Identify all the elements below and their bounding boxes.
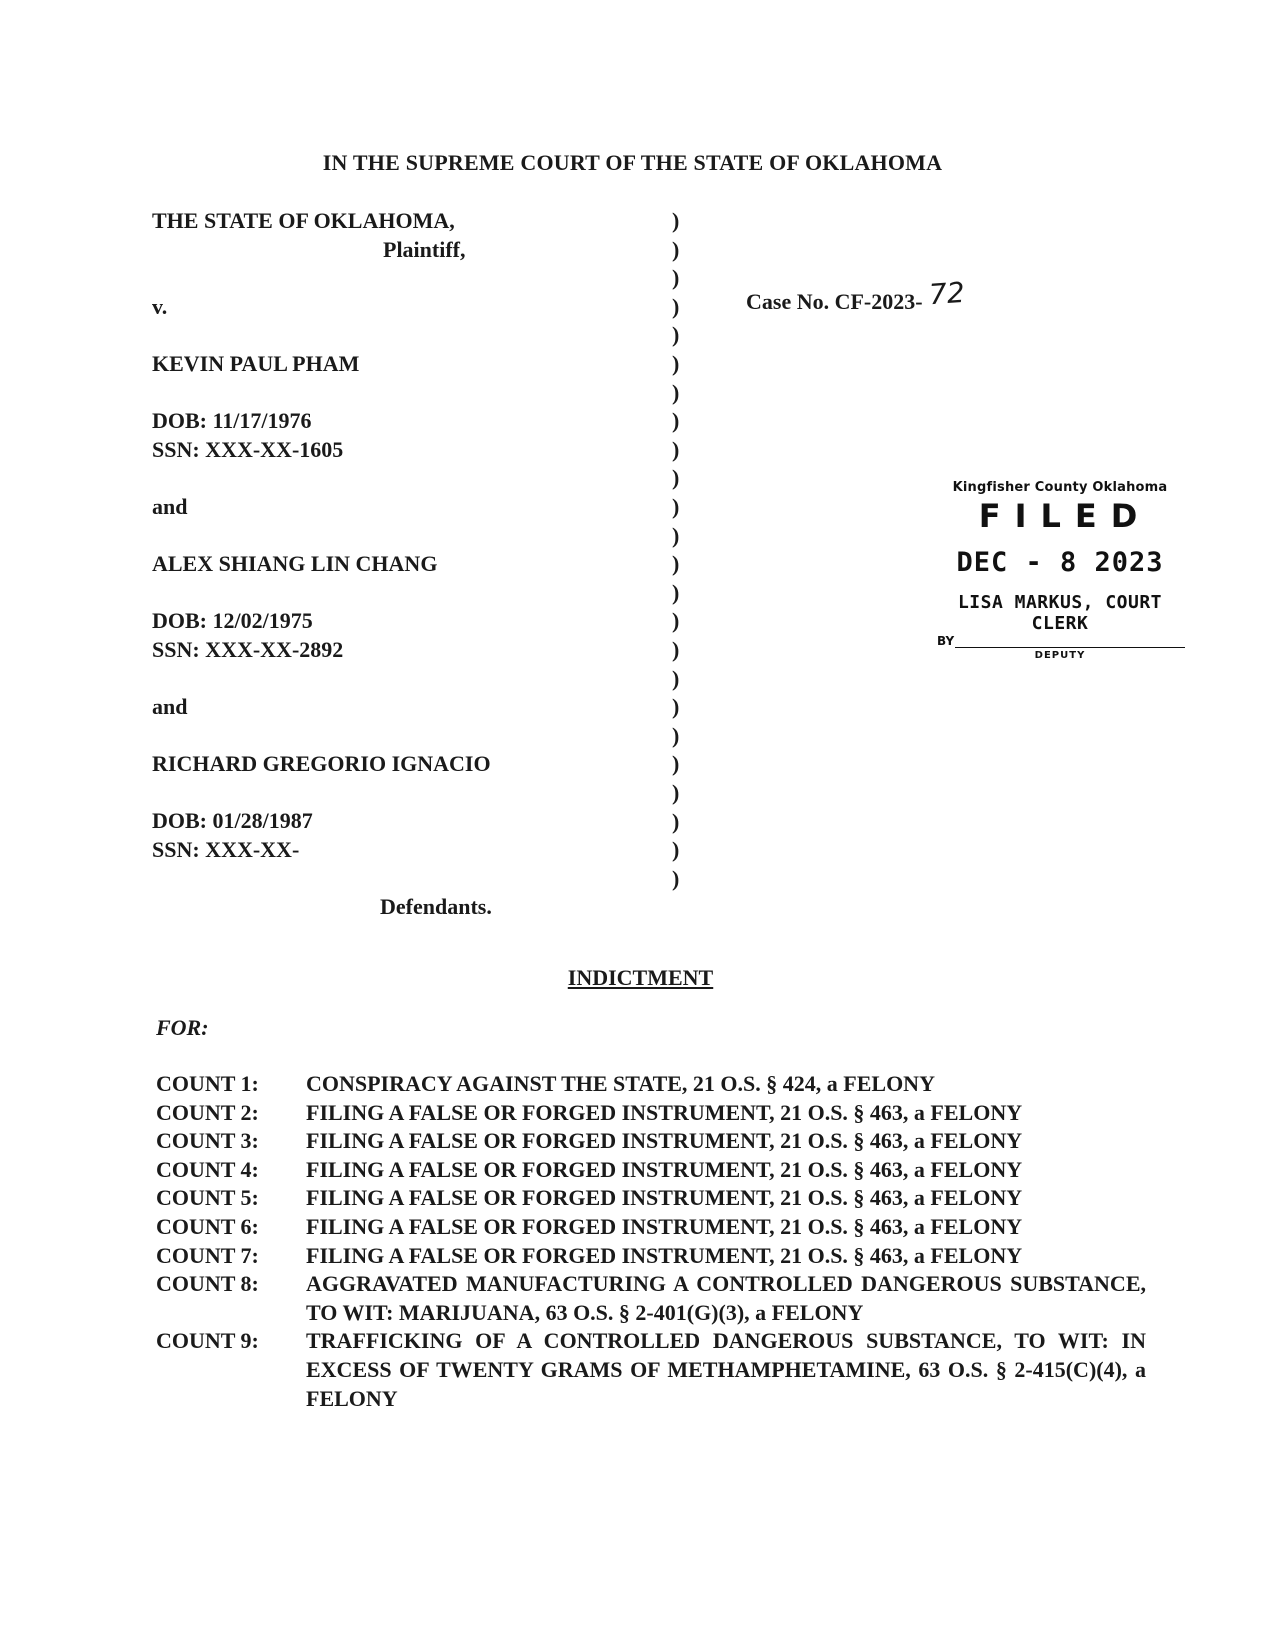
count-label: COUNT 8: (156, 1271, 259, 1297)
count-text: FILING A FALSE OR FORGED INSTRUMENT, 21 O.S. § 463, a FELONY (306, 1128, 1023, 1154)
caption-paren: ) (672, 436, 680, 462)
stamp-date: DEC - 8 2023 (956, 547, 1164, 578)
signature-line (955, 647, 1185, 648)
count-label: COUNT 4: (156, 1156, 259, 1182)
plaintiff-name: THE STATE OF OKLAHOMA, (152, 208, 455, 233)
stamp-deputy: DEPUTY (1034, 650, 1086, 661)
caption-paren: ) (672, 265, 680, 291)
caption-paren: ) (672, 608, 680, 634)
case-number (746, 275, 966, 316)
conjunction-and: and (152, 694, 188, 719)
count-label: COUNT 3: (156, 1128, 259, 1154)
caption-paren: ) (672, 637, 680, 662)
caption-paren: ) (672, 465, 680, 491)
count-text: FILING A FALSE OR FORGED INSTRUMENT, 21 O.S. § 463, a FELONY (306, 1185, 1023, 1211)
count-label: COUNT 1: (156, 1071, 259, 1096)
versus-label: v. (152, 294, 168, 319)
count-row (156, 1099, 1146, 1128)
caption-paren: ) (672, 865, 680, 891)
count-text: FILING A FALSE OR FORGED INSTRUMENT, 21 O.S. § 463, a FELONY (306, 1242, 1023, 1268)
stamp-by-label: BY (937, 634, 955, 648)
caption-paren: ) (672, 379, 680, 405)
count-row (156, 1127, 1146, 1156)
caption-paren: ) (672, 579, 680, 605)
count-row (156, 1156, 1146, 1185)
caption-paren: ) (672, 722, 680, 748)
count-row (156, 1213, 1146, 1242)
document-title (0, 965, 1265, 991)
count-text: FILING A FALSE OR FORGED INSTRUMENT, 21 O.S. § 463, a FELONY (306, 1099, 1023, 1125)
caption-paren: ) (672, 494, 680, 519)
caption-paren: ) (672, 208, 680, 233)
count-row (156, 1327, 1146, 1413)
defendant-2-dob: DOB: 12/02/1975 (152, 608, 313, 633)
count-text: AGGRAVATED MANUFACTURING A CONTROLLED DANGEROUS SUBSTANCE, TO WIT: MARIJUANA, 63 O.S. § 2-401(G)(3), a FELONY (306, 1271, 1146, 1325)
caption-paren: ) (672, 694, 680, 720)
defendant-1-name: KEVIN PAUL PHAM (152, 351, 360, 376)
caption-paren: ) (672, 522, 680, 548)
defendant-1-dob: DOB: 11/17/1976 (152, 408, 312, 433)
indictment-heading: INDICTMENT (567, 965, 714, 990)
defendant-1-ssn: SSN: XXX-XX-1605 (152, 437, 344, 462)
stamp-filed: FILED (978, 497, 1152, 535)
count-row (156, 1270, 1146, 1327)
filed-stamp (935, 480, 1185, 661)
count-text: TRAFFICKING OF A CONTROLLED DANGEROUS SUBSTANCE, TO WIT: IN EXCESS OF TWENTY GRAMS OF METHAMPHETAMINE, 63 O.S. § 2-415(C)(4), a FELONY (306, 1328, 1146, 1411)
for-label: FOR: (156, 1015, 209, 1040)
count-label: COUNT 6: (156, 1213, 259, 1239)
count-label: COUNT 9: (156, 1328, 259, 1354)
stamp-county: Kingfisher County Oklahoma (952, 480, 1168, 495)
conjunction-and: and (152, 494, 188, 519)
caption-paren: ) (672, 293, 680, 319)
caption-paren: ) (672, 351, 680, 376)
count-label: COUNT 5: (156, 1185, 259, 1211)
defendant-3-dob: DOB: 01/28/1987 (152, 808, 313, 833)
count-label: COUNT 7: (156, 1242, 259, 1268)
count-row (156, 1242, 1146, 1271)
caption-paren: ) (672, 322, 680, 348)
caption-paren: ) (672, 837, 680, 863)
caption-paren: ) (672, 665, 680, 691)
case-number-handwritten: 72 (927, 275, 966, 312)
caption-paren: ) (672, 551, 680, 577)
count-text: FILING A FALSE OR FORGED INSTRUMENT, 21 O.S. § 463, a FELONY (306, 1213, 1023, 1239)
caption-paren: ) (672, 408, 680, 434)
count-row (156, 1070, 1146, 1099)
counts-list (156, 1070, 1146, 1413)
defendants-role: Defendants. (380, 894, 492, 919)
case-number-label: Case No. CF-2023- (746, 289, 923, 314)
caption-paren: ) (672, 751, 680, 777)
stamp-clerk: LISA MARKUS, COURT CLERK (957, 592, 1163, 634)
count-text: FILING A FALSE OR FORGED INSTRUMENT, 21 O.S. § 463, a FELONY (306, 1156, 1023, 1182)
count-row (156, 1184, 1146, 1213)
defendant-2-ssn: SSN: XXX-XX-2892 (152, 637, 344, 662)
caption-paren: ) (672, 236, 680, 262)
count-label: COUNT 2: (156, 1099, 259, 1125)
defendant-3-ssn: SSN: XXX-XX- (152, 837, 300, 862)
stamp-by-line (935, 634, 1185, 656)
count-text: CONSPIRACY AGAINST THE STATE, 21 O.S. § 424, a FELONY (306, 1071, 935, 1096)
plaintiff-role: Plaintiff, (383, 237, 466, 262)
caption-paren: ) (672, 808, 680, 834)
caption-paren: ) (672, 780, 680, 805)
court-title: IN THE SUPREME COURT OF THE STATE OF OKLAHOMA (322, 150, 943, 175)
defendant-2-name: ALEX SHIANG LIN CHANG (152, 551, 438, 576)
defendant-3-name: RICHARD GREGORIO IGNACIO (152, 751, 491, 776)
